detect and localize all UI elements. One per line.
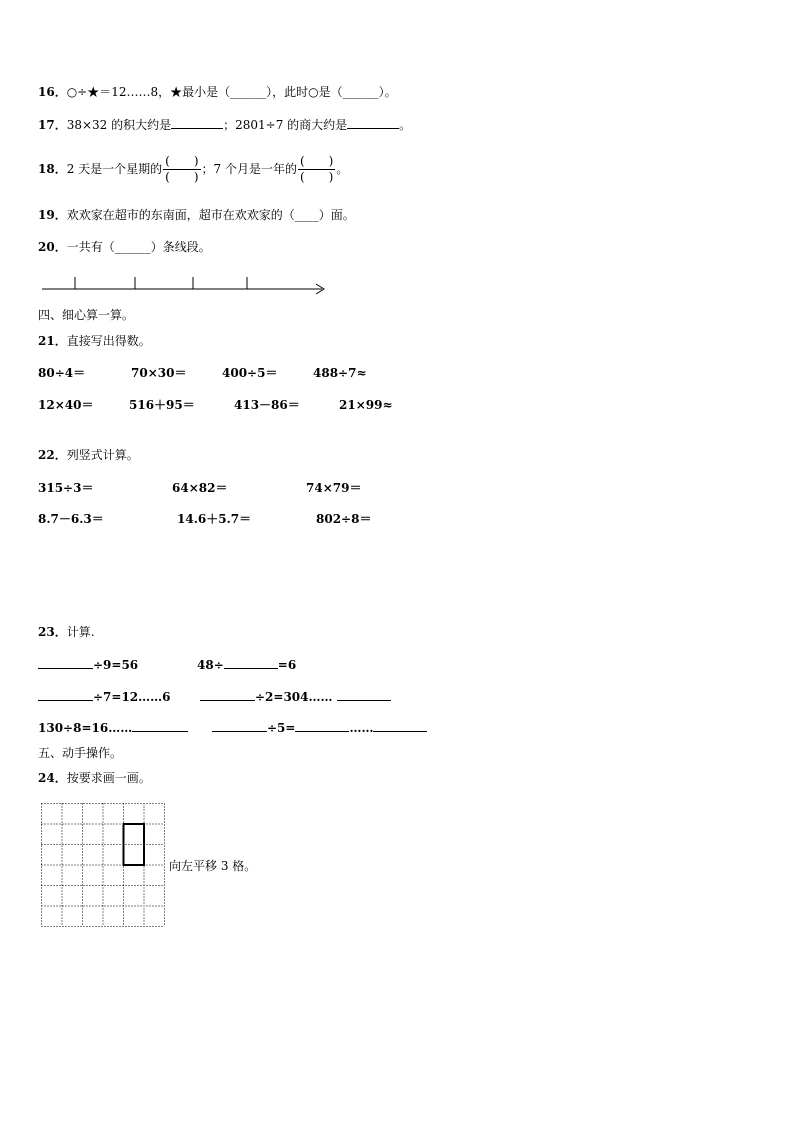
fill-item bbox=[212, 719, 427, 736]
question-title: 直接写出得数。 bbox=[66, 334, 151, 348]
question-17 bbox=[38, 116, 411, 133]
calc-item: 413－86＝ bbox=[234, 398, 300, 412]
equation-text: …… bbox=[349, 721, 374, 735]
question-number: 23． bbox=[38, 625, 67, 639]
fill-item bbox=[38, 719, 188, 736]
answer-blank[interactable] bbox=[212, 719, 267, 732]
question-23 bbox=[38, 624, 95, 640]
calc-item: 14.6＋5.7＝ bbox=[177, 512, 252, 526]
equation-text: 130÷8=16…… bbox=[38, 721, 133, 735]
question-text: 一共有（______）条线段。 bbox=[66, 240, 211, 254]
answer-blank[interactable] bbox=[224, 656, 278, 669]
question-text: ；7 个月是一年的 bbox=[201, 162, 297, 176]
numerator-blank[interactable]: ( ) bbox=[165, 154, 199, 168]
calc-item: 400÷5＝ bbox=[222, 366, 278, 380]
question-18 bbox=[38, 146, 348, 192]
equation-text: 48÷ bbox=[197, 658, 224, 672]
calc-item: 802÷8＝ bbox=[316, 512, 372, 526]
calc-item: 12×40＝ bbox=[38, 398, 94, 412]
dotted-grid[interactable] bbox=[41, 803, 166, 929]
question-number: 21． bbox=[38, 334, 67, 348]
question-number: 22． bbox=[38, 448, 67, 462]
answer-blank[interactable] bbox=[373, 719, 427, 732]
question-text: 欢欢家在超市的东南面，超市在欢欢家的（____）面。 bbox=[66, 208, 355, 222]
question-22 bbox=[38, 447, 139, 463]
calc-item: 516＋95＝ bbox=[129, 398, 195, 412]
calc-item: 488÷7≈ bbox=[313, 366, 367, 380]
equation-text: ÷2=304…… bbox=[255, 690, 333, 704]
question-20 bbox=[38, 239, 211, 255]
denominator-blank[interactable]: ( ) bbox=[165, 170, 199, 184]
question-text: ○÷★＝12……8，★最小是（______），此时○是（______）。 bbox=[66, 85, 397, 99]
calc-item: 70×30＝ bbox=[131, 366, 187, 380]
calc-item: 64×82＝ bbox=[172, 481, 228, 495]
question-title: 按要求画一画。 bbox=[66, 771, 151, 785]
calc-item: 315÷3＝ bbox=[38, 481, 94, 495]
answer-blank[interactable] bbox=[337, 688, 391, 701]
q24-instruction: 向左平移 3 格。 bbox=[169, 859, 257, 873]
line-segment-figure bbox=[40, 272, 332, 296]
fraction-blank[interactable] bbox=[298, 154, 335, 185]
denominator-blank[interactable]: ( ) bbox=[299, 170, 334, 184]
answer-blank[interactable] bbox=[38, 688, 93, 701]
question-text: 2 天是一个星期的 bbox=[66, 162, 163, 176]
question-19 bbox=[38, 207, 355, 223]
equation-text: =6 bbox=[277, 658, 297, 672]
fill-item bbox=[197, 656, 296, 673]
question-number: 20． bbox=[38, 240, 67, 254]
calc-item: 21×99≈ bbox=[339, 398, 393, 412]
equation-text: ÷5= bbox=[267, 721, 296, 735]
numerator-blank[interactable]: ( ) bbox=[299, 154, 334, 168]
calc-item: 8.7－6.3＝ bbox=[38, 512, 104, 526]
question-number: 16． bbox=[38, 85, 67, 99]
question-number: 19． bbox=[38, 208, 67, 222]
answer-blank[interactable] bbox=[347, 116, 399, 129]
question-number: 18． bbox=[38, 162, 67, 176]
equation-text: ÷9=56 bbox=[93, 658, 139, 672]
fill-item bbox=[38, 688, 171, 705]
question-text: ；2801÷7 的商大约是 bbox=[223, 118, 348, 132]
calc-item: 80÷4＝ bbox=[38, 366, 86, 380]
answer-blank[interactable] bbox=[171, 116, 223, 129]
question-text: 。 bbox=[336, 162, 349, 176]
question-title: 计算. bbox=[66, 625, 95, 639]
question-21 bbox=[38, 333, 151, 349]
fraction-blank[interactable] bbox=[163, 154, 200, 185]
question-text: 。 bbox=[399, 118, 412, 132]
question-16 bbox=[38, 84, 397, 100]
fill-item bbox=[38, 656, 138, 673]
answer-blank[interactable] bbox=[295, 719, 349, 732]
section-4-title: 四、细心算一算。 bbox=[38, 308, 135, 322]
equation-text: ÷7=12……6 bbox=[93, 690, 171, 704]
question-text: 38×32 的积大约是 bbox=[66, 118, 172, 132]
fill-item bbox=[200, 688, 391, 705]
answer-blank[interactable] bbox=[132, 719, 188, 732]
section-5-title: 五、动手操作。 bbox=[38, 746, 123, 760]
answer-blank[interactable] bbox=[38, 656, 93, 669]
question-number: 24． bbox=[38, 771, 67, 785]
answer-blank[interactable] bbox=[200, 688, 255, 701]
question-24 bbox=[38, 770, 151, 786]
question-title: 列竖式计算。 bbox=[66, 448, 139, 462]
calc-item: 74×79＝ bbox=[306, 481, 362, 495]
question-number: 17． bbox=[38, 118, 67, 132]
